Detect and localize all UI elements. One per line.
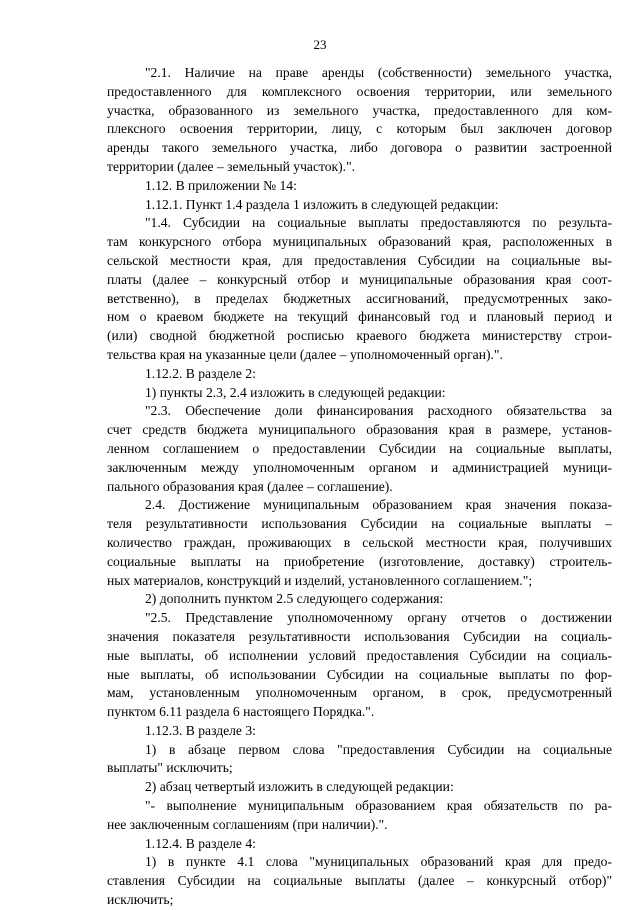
text-line: счет средств бюджета муниципального образования края в размере, установ- — [107, 422, 612, 438]
text-line: 1.12. В приложении № 14: — [145, 177, 297, 193]
text-line: нее заключенным соглашениям (при наличии).". — [107, 816, 388, 832]
text-line: сельской местности края, для предоставления Субсидии на социальные вы- — [107, 252, 612, 268]
text-line: предоставленного для комплексного освоения территории, или земельного — [107, 83, 612, 99]
text-line: аренды такого земельного участка, либо договора о развитии застроенной — [107, 140, 612, 156]
text-line: мам, установленным уполномоченным органом, в срок, предусмотренный — [107, 685, 612, 701]
text-line: выплаты" исключить; — [107, 760, 233, 776]
text-line: ных материалов, конструкций и изделий, установленного соглашением."; — [107, 572, 533, 588]
text-line: количество граждан, проживающих в сельской местности края, получивших — [107, 534, 612, 550]
text-line: пунктом 6.11 раздела 6 настоящего Порядка.". — [107, 704, 375, 720]
text-line: ветственно), в пределах бюджетных ассигнований, предусмотренных зако- — [107, 290, 612, 306]
text-line: 1.12.1. Пункт 1.4 раздела 1 изложить в следующей редакции: — [145, 196, 499, 212]
text-line: "1.4. Субсидии на социальные выплаты предоставляются по результа- — [145, 215, 612, 231]
page-number: 23 — [313, 37, 327, 52]
text-line: там конкурсного отбора муниципальных образований края, расположенных в — [107, 234, 612, 250]
text-line: тельства края на указанные цели (далее – уполномоченный орган).". — [107, 346, 503, 362]
text-line: участка, образованного из земельного участка, предоставленного для ком- — [107, 102, 612, 118]
text-line: заключенным между уполномоченным органом и администрацией муници- — [107, 459, 612, 475]
document-body — [107, 64, 612, 910]
text-line: ставления Субсидии на социальные выплаты (далее – конкурсный отбор)" — [107, 873, 612, 889]
text-line: "- выполнение муниципальным образованием края обязательств по ра- — [145, 798, 612, 814]
text-line: 1.12.3. В разделе 3: — [145, 722, 256, 738]
text-line: ные выплаты, об использовании Субсидии на социальные выплаты по фор- — [107, 666, 612, 682]
text-line: 2.4. Достижение муниципальным образованием края значения показа- — [145, 497, 612, 513]
text-line: теля результативности использования Субсидии на социальные выплаты – — [107, 516, 612, 532]
text-line: 1) пункты 2.3, 2.4 изложить в следующей редакции: — [145, 384, 446, 400]
text-line: 1.12.2. В разделе 2: — [145, 365, 256, 381]
text-line: плексного освоения территории, лицу, с которым был заключен договор — [107, 121, 612, 137]
text-line: 1) в пункте 4.1 слова "муниципальных образований края для предо- — [145, 854, 612, 870]
text-line: "2.1. Наличие на праве аренды (собственности) земельного участка, — [145, 65, 612, 80]
text-line: 2) дополнить пунктом 2.5 следующего содержания: — [145, 591, 444, 607]
text-line: 1.12.4. В разделе 4: — [145, 835, 256, 851]
text-line: 1) в абзаце первом слова "предоставления Субсидии на социальные — [145, 741, 612, 757]
text-line: территории (далее – земельный участок).". — [107, 158, 356, 174]
text-line: социальные выплаты на приобретение (изготовление, доставку) строитель- — [107, 553, 612, 569]
text-line: ленном соглашением о предоставлении Субсидии на социальные выплаты, — [107, 440, 612, 456]
text-line: "2.3. Обеспечение доли финансирования расходного обязательства за — [145, 403, 612, 419]
text-line: исключить; — [107, 892, 174, 908]
text-line: пального образования края (далее – соглашение). — [107, 478, 393, 494]
text-line: ные выплаты, об исполнении условий предоставления Субсидии на социаль- — [107, 647, 612, 663]
text-line: платы (далее – конкурсный отбор и муниципальные образования края соот- — [107, 271, 612, 287]
text-line: 2) абзац четвертый изложить в следующей редакции: — [145, 779, 454, 795]
text-line: значения показателя результативности использования Субсидии на социаль- — [107, 628, 612, 644]
text-line: (или) сводной бюджетной росписью краевого бюджета министерству строи- — [107, 328, 612, 344]
text-line: ном о краевом бюджете на текущий финансовый год и плановый период и — [107, 309, 612, 325]
text-line: "2.5. Представление уполномоченному органу отчетов о достижении — [145, 610, 612, 626]
